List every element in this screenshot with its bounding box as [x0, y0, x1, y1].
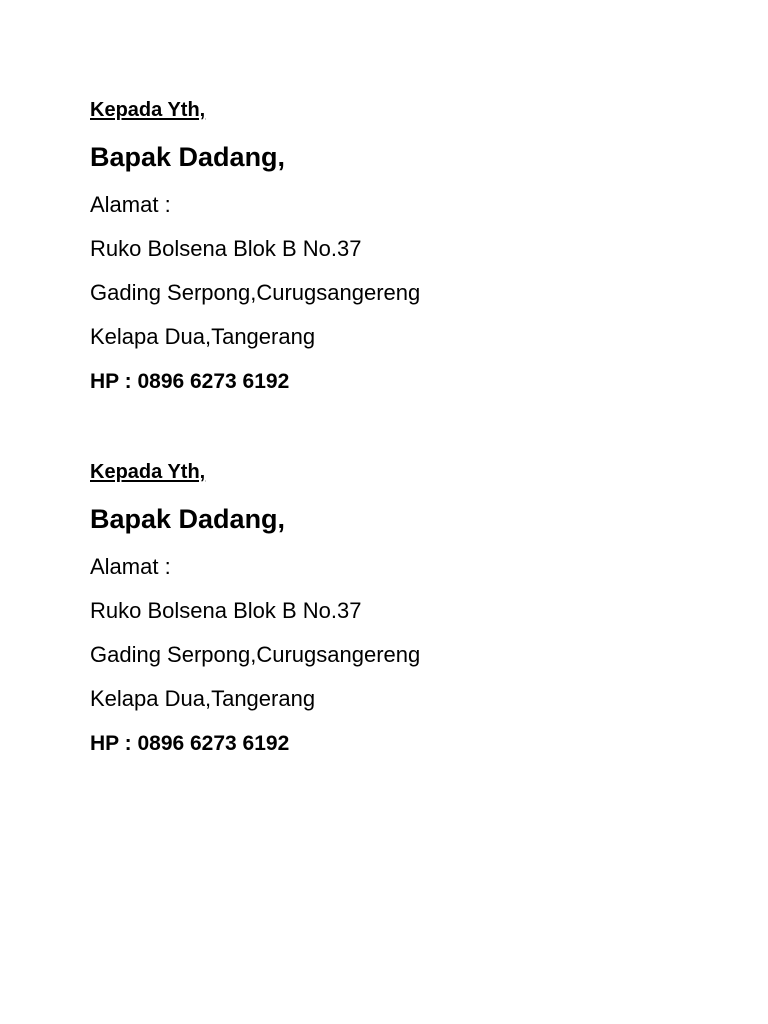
address-line: Ruko Bolsena Blok B No.37 — [90, 598, 362, 623]
address-line: Ruko Bolsena Blok B No.37 — [90, 236, 362, 261]
phone-number: HP : 0896 6273 6192 — [90, 370, 290, 393]
salutation: Kepada Yth, — [90, 461, 206, 483]
recipient-name: Bapak Dadang, — [90, 142, 286, 172]
address-label: Alamat : — [90, 192, 171, 217]
address-line: Gading Serpong,Curugsangereng — [90, 280, 421, 305]
address-line: Gading Serpong,Curugsangereng — [90, 642, 421, 667]
address-label: Alamat : — [90, 554, 171, 579]
address-line: Kelapa Dua,Tangerang — [90, 324, 316, 349]
phone-number: HP : 0896 6273 6192 — [90, 732, 290, 755]
address-line: Kelapa Dua,Tangerang — [90, 686, 316, 711]
salutation: Kepada Yth, — [90, 99, 206, 121]
recipient-name: Bapak Dadang, — [90, 504, 286, 534]
